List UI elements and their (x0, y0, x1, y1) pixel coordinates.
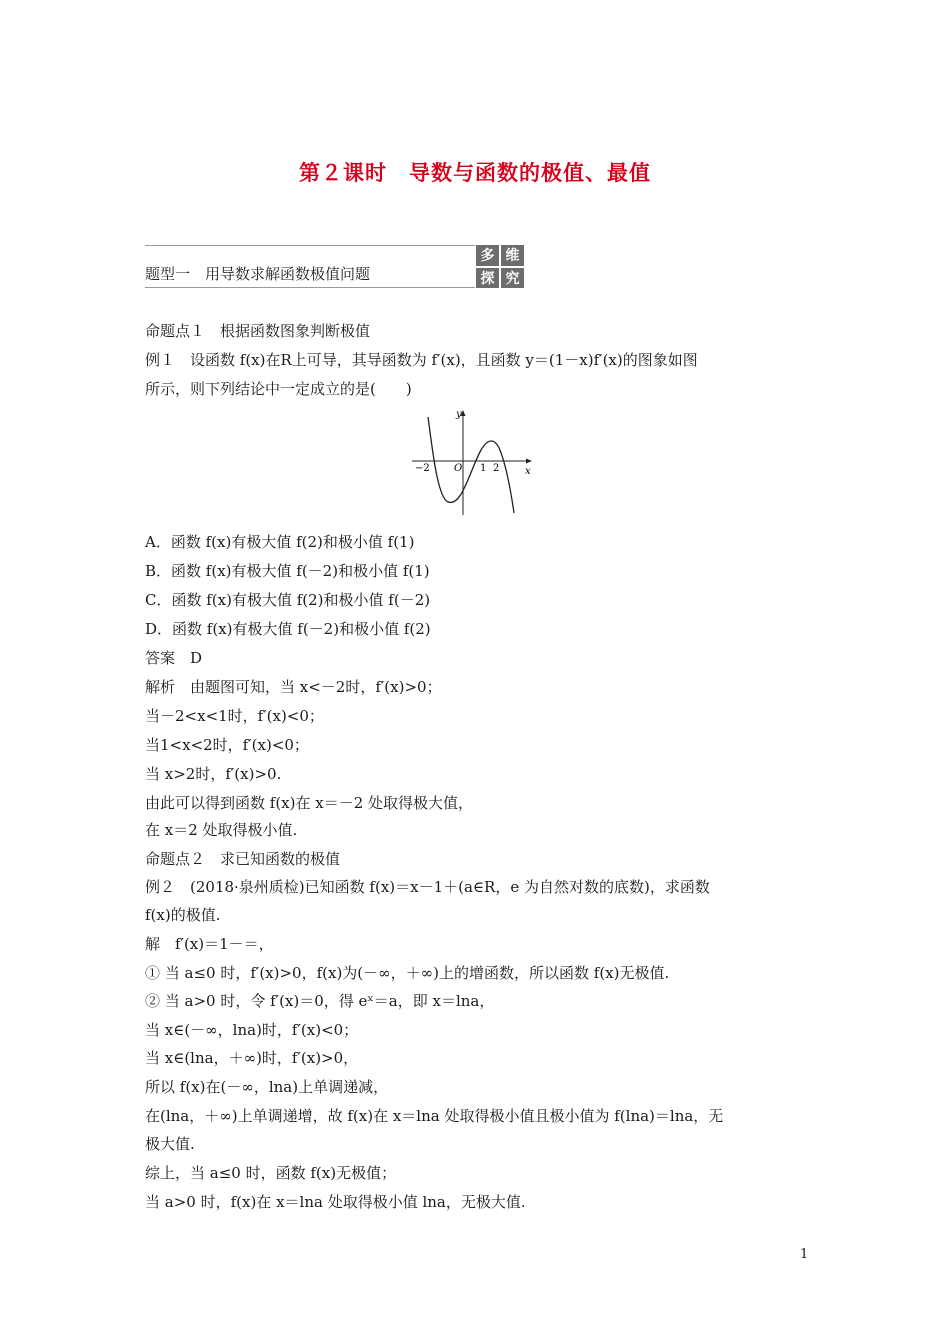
tick-label: 2 (493, 463, 500, 474)
text-line: ① 当 a≤0 时，f′(x)>0，f(x)为(－∞，＋∞)上的增函数，所以函数 f(x)无极值. (145, 964, 670, 982)
text-line: 在 x＝2 处取得极小值. (145, 821, 298, 839)
curve (428, 417, 514, 513)
text-line: 在(lna，＋∞)上单调递增，故 f(x)在 x＝lna 处取得极小值且极小值为 f(lna)＝lna，无 (145, 1107, 724, 1125)
page-number: 1 (800, 1247, 809, 1262)
text-line: 当 x∈(lna，＋∞)时，f′(x)>0， (145, 1049, 359, 1067)
badge-char: 维 (501, 245, 524, 266)
text-line: 解 f′(x)＝1－＝， (145, 935, 274, 953)
y-axis-label: y (456, 409, 462, 420)
text-line: 当 x>2时，f′(x)>0. (145, 765, 282, 783)
option-c: C．函数 f(x)有极大值 f(2)和极小值 f(－2) (145, 591, 431, 609)
text-line: 解析 由题图可知，当 x<－2时，f′(x)>0； (145, 678, 442, 696)
text-line: 命题点２ 求已知函数的极值 (145, 850, 341, 868)
text-line: 所以 f(x)在(－∞，lna)上单调递减， (145, 1078, 389, 1096)
answer: 答案 D (145, 649, 203, 667)
text-line: 当 a>0 时，f(x)在 x＝lna 处取得极小值 lna，无极大值. (145, 1193, 526, 1211)
option-b: B．函数 f(x)有极大值 f(－2)和极小值 f(1) (145, 562, 430, 580)
badge-char: 多 (476, 245, 499, 266)
x-axis-label: x (525, 466, 531, 477)
x-axis-arrow (526, 459, 532, 464)
badge-char: 探 (476, 268, 499, 289)
badge-char: 究 (501, 268, 524, 289)
text-line: 综上，当 a≤0 时，函数 f(x)无极值； (145, 1164, 397, 1182)
text-line: 极大值. (145, 1135, 195, 1153)
section-title: 题型一 用导数求解函数极值问题 (145, 265, 371, 283)
text-line: 所示，则下列结论中一定成立的是( ) (145, 380, 412, 398)
option-a: A．函数 f(x)有极大值 f(2)和极小值 f(1) (145, 533, 415, 551)
section-rule-top (145, 245, 475, 246)
text-line: f(x)的极值. (145, 906, 221, 924)
text-line: 当1<x<2时，f′(x)<0； (145, 736, 309, 754)
text-line: 由此可以得到函数 f(x)在 x＝－2 处取得极大值， (145, 794, 474, 812)
text-line: 例１ 设函数 f(x)在R上可导，其导函数为 f′(x)，且函数 y＝(1－x)f′(x)的图象如图 (145, 351, 698, 369)
tick-label: −2 (415, 463, 430, 474)
text-line: 当 x∈(－∞，lna)时，f′(x)<0； (145, 1021, 359, 1039)
function-graph (410, 405, 535, 517)
page-title: 第２课时 导数与函数的极值、最值 (299, 161, 651, 185)
option-d: D．函数 f(x)有极大值 f(－2)和极小值 f(2) (145, 620, 431, 638)
text-line: 例２ (2018·泉州质检)已知函数 f(x)＝x－1＋(a∈R，e 为自然对数的底数)，求函数 (145, 878, 710, 896)
text-line: ② 当 a>0 时，令 f′(x)＝0，得 eˣ＝a，即 x＝lna， (145, 992, 495, 1010)
origin-label: O (454, 463, 463, 474)
text-line: 当－2<x<1时，f′(x)<0； (145, 707, 324, 725)
text-line: 命题点１ 根据函数图象判断极值 (145, 322, 371, 340)
section-rule-bottom (145, 287, 475, 288)
tick-label: 1 (480, 463, 487, 474)
section-badge (476, 245, 524, 288)
